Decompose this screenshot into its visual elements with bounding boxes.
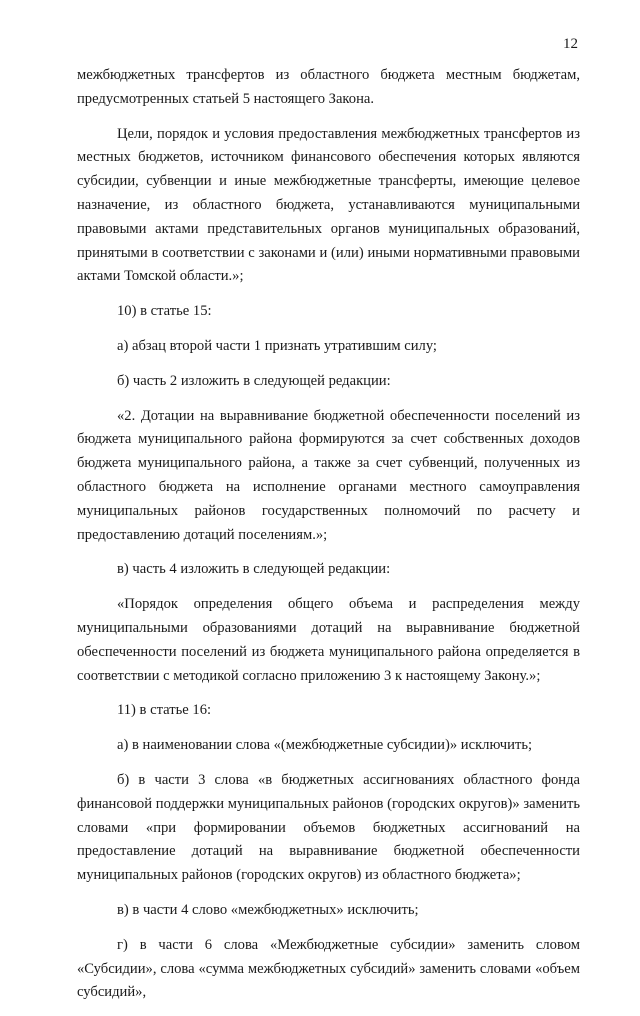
paragraph: а) в наименовании слова «(межбюджетные субсидии)» исключить; [117, 737, 533, 754]
paragraph: «Порядок определения общего объема и распределения между муниципальными образованиями дотаций на выравнивание бюджетной обеспеченности поселений из бюджета муниципального района определяется в соответствии с методикой согласно приложению 3 к настоящему Закону.»; [77, 596, 580, 684]
paragraph: межбюджетных трансфертов из областного бюджета местным бюджетам, предусмотренных статьей 5 настоящего Закона. [77, 67, 580, 107]
paragraph: «2. Дотации на выравнивание бюджетной обеспеченности поселений из бюджета муниципального района формируются за счет собственных доходов бюджета муниципального района, а также за счет субвенций, полученных из областного бюджета на исполнение органами местного самоуправления муниципальных районов государственных полномочий по расчету и предоставлению дотаций поселениям.»; [77, 407, 580, 543]
paragraph: б) часть 2 изложить в следующей редакции: [117, 372, 391, 389]
paragraph: б) в части 3 слова «в бюджетных ассигнованиях областного фонда финансовой поддержки муниципальных районов (городских округов)» заменить словами «при формировании объемов бюджетных ассигнований на предоставление дотаций на выравнивание бюджетной обеспеченности муниципальных районов (городских округов) из областного бюджета»; [77, 771, 580, 884]
paragraph: в) в части 4 слово «межбюджетных» исключить; [117, 901, 419, 918]
paragraph: Цели, порядок и условия предоставления межбюджетных трансфертов из местных бюджетов, источником финансового обеспечения которых являются субсидии, субвенции и иные межбюджетные трансферты, имеющие целевое назначение, из областного бюджета, устанавливаются муниципальными правовыми актами представительных органов муниципальных образований, принятыми в соответствии с законами и (или) иными нормативными правовыми актами Томской области.»; [77, 125, 580, 285]
paragraph: 11) в статье 16: [117, 702, 212, 719]
page-number: 12 [563, 36, 578, 52]
paragraph: г) в части 6 слова «Межбюджетные субсидии» заменить словом «Субсидии», слова «сумма межбюджетных субсидий» заменить словами «объем субсидий», [77, 936, 580, 1001]
paragraph: а) абзац второй части 1 признать утратившим силу; [117, 337, 437, 354]
document-body [77, 64, 580, 1016]
paragraph: в) часть 4 изложить в следующей редакции: [117, 561, 391, 578]
paragraph: 10) в статье 15: [117, 303, 212, 320]
